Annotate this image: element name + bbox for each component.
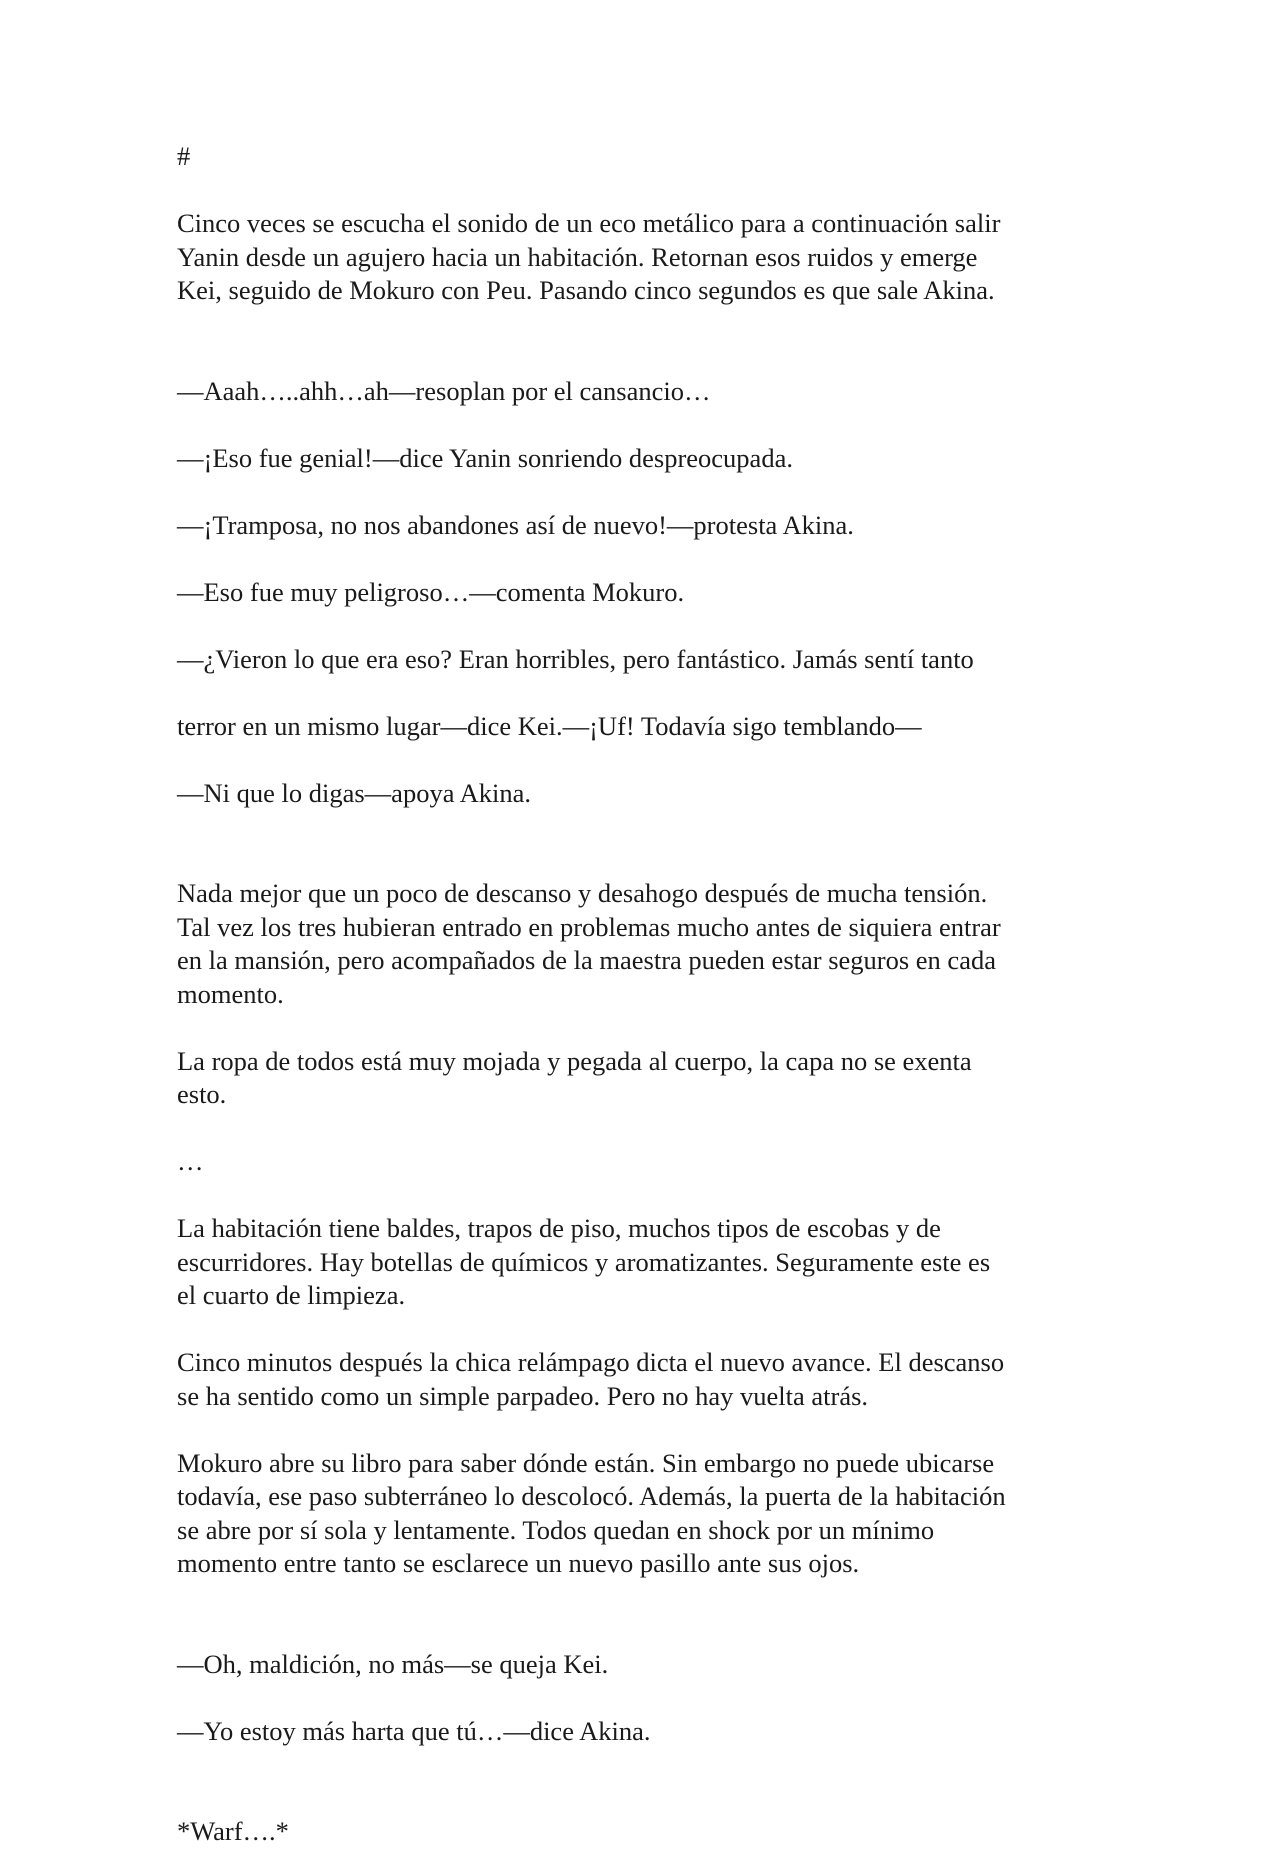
dialogue-line: terror en un mismo lugar—dice Kei.—¡Uf! Todavía sigo temblando— [177,710,922,741]
dialogue-line: —Yo estoy más harta que tú…—dice Akina. [177,1715,651,1746]
paragraph-clothes: La ropa de todos está muy mojada y pegada al cuerpo, la capa no se exenta esto. [177,1045,972,1109]
paragraph-arrival: Cinco veces se escucha el sonido de un eco metálico para a continuación salir Yanin desde un agujero hacia un habitación. Retornan esos ruidos y emerge Kei, seguido de Mokuro con Peu. Pasando cinco segundos es que sale Akina. [177,208,1001,305]
dialogue-line: —¡Tramposa, no nos abandones así de nuevo!—protesta Akina. [177,509,854,540]
dialogue-block-1 [177,341,1097,844]
dialogue-line: —Eso fue muy peligroso…—comenta Mokuro. [177,576,685,607]
document-body [177,140,1097,1849]
paragraph-book: Mokuro abre su libro para saber dónde están. Sin embargo no puede ubicarse todavía, ese paso subterráneo lo descolocó. Además, la puerta de la habitación se abre por sí sola y lentamente. Todos quedan en shock por un mínimo momento entre tanto se esclarece un nuevo pasillo ante sus ojos. [177,1447,1006,1578]
paragraph-room: La habitación tiene baldes, trapos de piso, muchos tipos de escobas y de escurridores. Hay botellas de químicos y aromatizantes. Seguramente este es el cuarto de limpieza. [177,1213,991,1310]
paragraph-advance: Cinco minutos después la chica relámpago dicta el nuevo avance. El descanso se ha sentido como un simple parpadeo. Pero no hay vuelta atrás. [177,1347,1005,1411]
ellipsis-break: … [177,1146,204,1176]
dialogue-line: —Ni que lo digas—apoya Akina. [177,777,532,808]
dialogue-line: —Aaah…..ahh…ah—resoplan por el cansancio… [177,375,711,406]
dialogue-line: —¡Eso fue genial!—dice Yanin sonriendo despreocupada. [177,442,793,473]
dialogue-line: —Oh, maldición, no más—se queja Kei. [177,1648,609,1679]
sound-effect: *Warf….* [177,1816,289,1846]
section-marker: # [177,141,191,171]
paragraph-rest: Nada mejor que un poco de descanso y desahogo después de mucha tensión. Tal vez los tres hubieran entrado en problemas mucho antes de siquiera entrar en la mansión, pero acompañados de la maestra pueden estar seguros en cada momento. [177,878,1001,1009]
dialogue-block-2 [177,1614,1097,1782]
dialogue-line: —¿Vieron lo que era eso? Eran horribles, pero fantástico. Jamás sentí tanto [177,643,974,674]
